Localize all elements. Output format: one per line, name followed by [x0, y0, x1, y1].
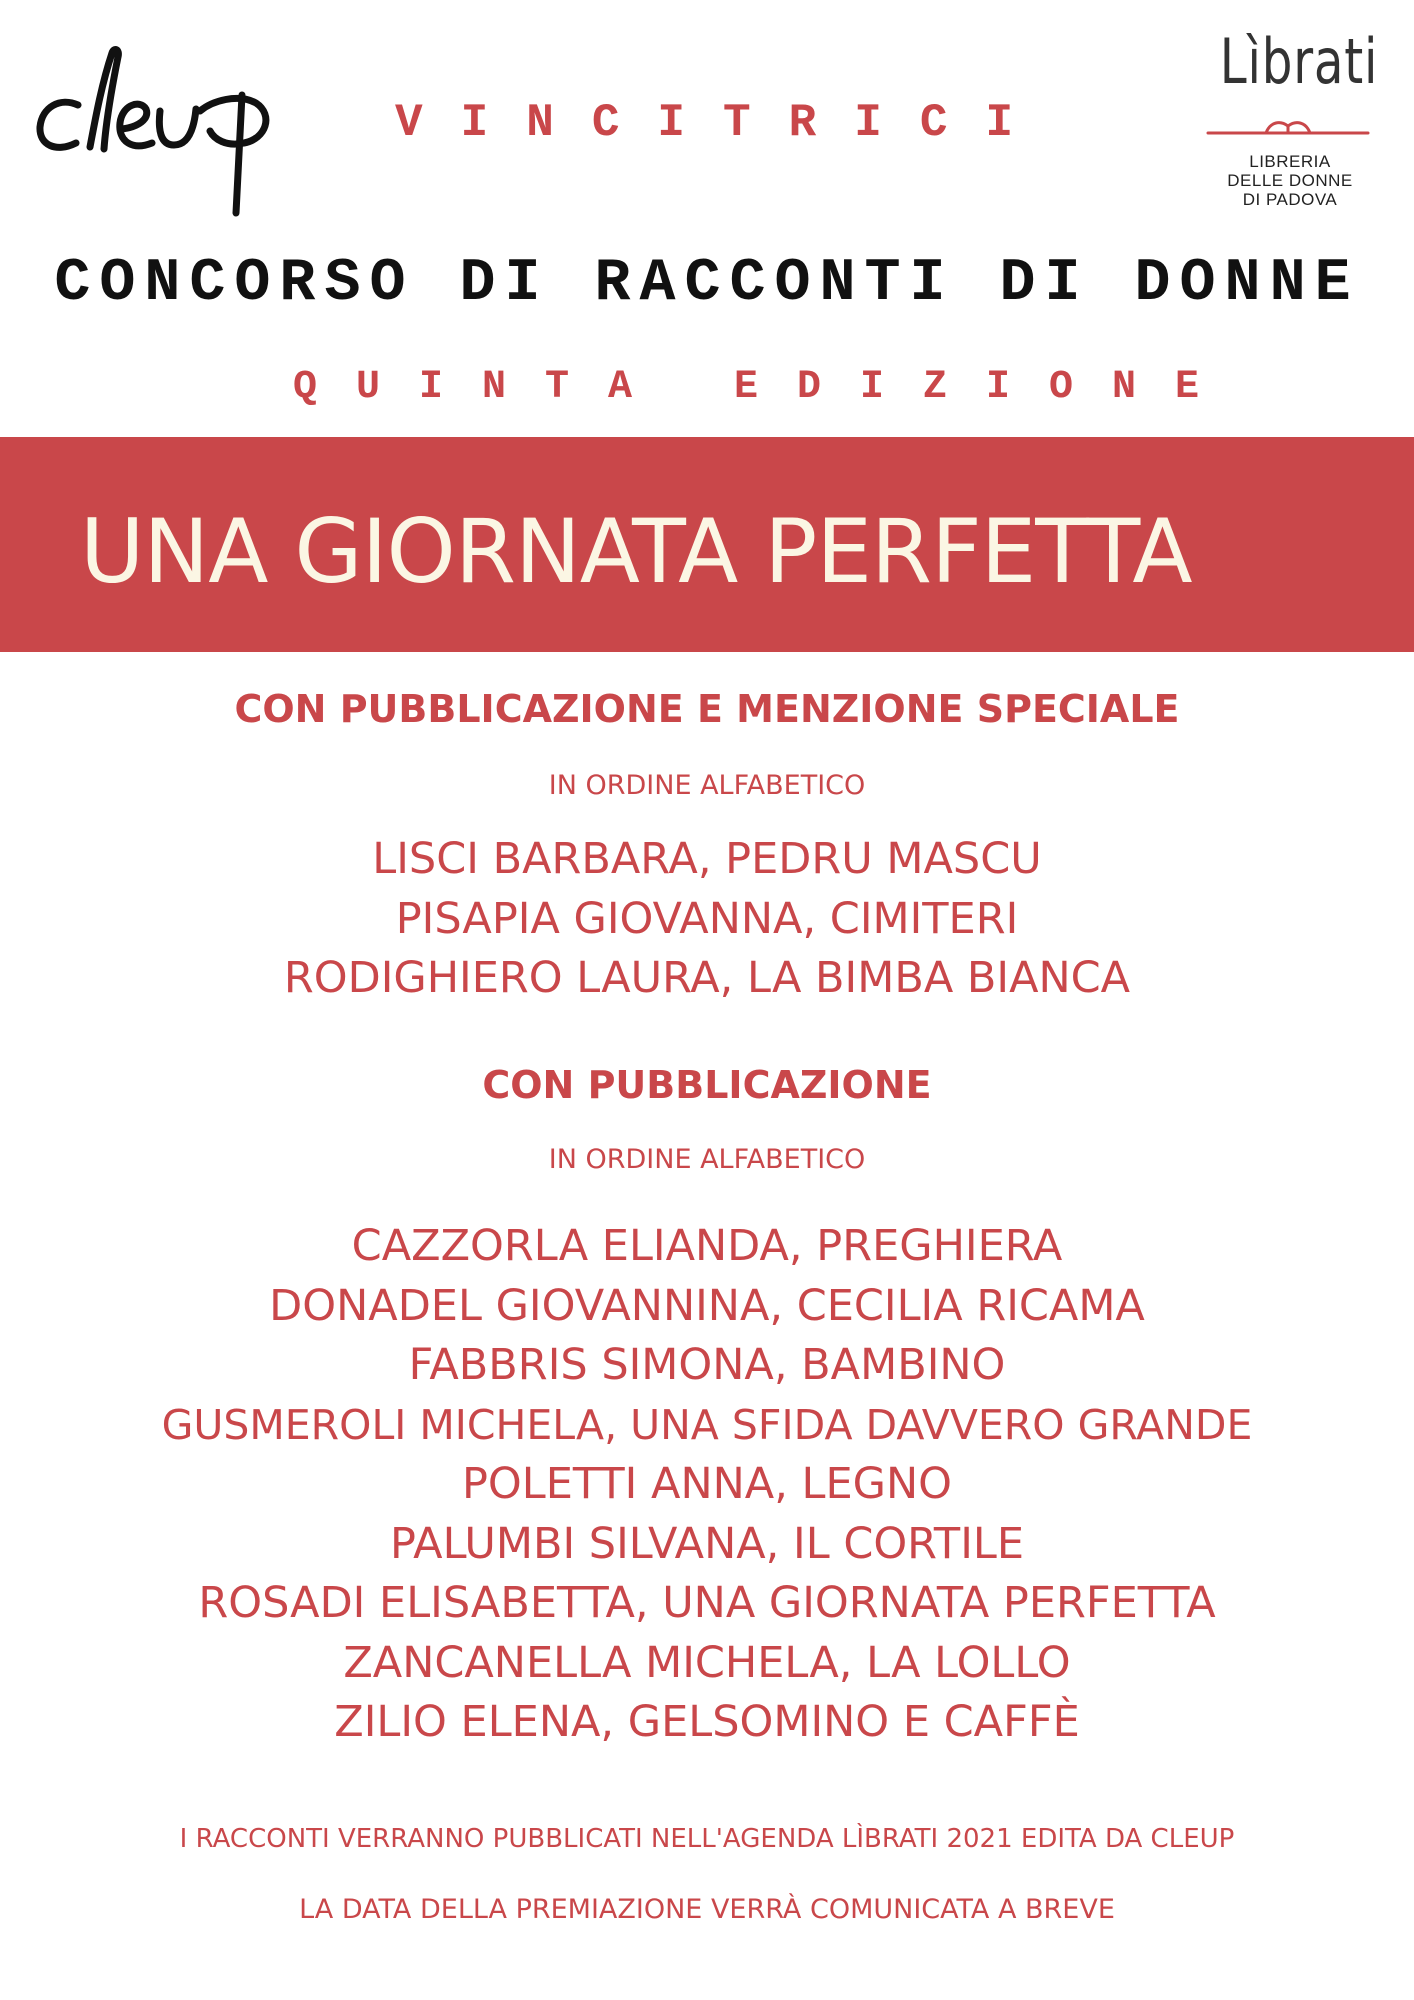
- section-heading: CON PUBBLICAZIONE: [482, 1063, 932, 1107]
- footer-publication-note: I RACCONTI VERRANNO PUBBLICATI NELL'AGENDA LÌBRATI 2021 EDITA DA CLEUP: [179, 1824, 1235, 1854]
- list-item: FABBRIS SIMONA, BAMBINO: [408, 1340, 1006, 1390]
- edition-label: QUINTA EDIZIONE: [293, 365, 1239, 410]
- librati-subtitle-line: DI PADOVA: [1242, 190, 1338, 209]
- list-item: POLETTI ANNA, LEGNO: [462, 1459, 952, 1509]
- section-heading: CON PUBBLICAZIONE E MENZIONE SPECIALE: [234, 687, 1180, 731]
- librati-wordmark: Lìbrati: [1219, 25, 1379, 98]
- cleup-logo: [30, 35, 300, 225]
- list-item: ZILIO ELENA, GELSOMINO E CAFFÈ: [334, 1697, 1080, 1747]
- winners-list: [0, 1217, 1414, 1753]
- list-item: ROSADI ELISABETTA, UNA GIORNATA PERFETTA: [198, 1578, 1216, 1628]
- list-item: LISCI BARBARA, PEDRU MASCU: [372, 834, 1042, 884]
- list-item: ZANCANELLA MICHELA, LA LOLLO: [343, 1637, 1071, 1688]
- librati-subtitle-line: DELLE DONNE: [1227, 171, 1353, 190]
- librati-subtitle: [1200, 152, 1380, 209]
- list-item: CAZZORLA ELIANDA, PREGHIERA: [351, 1221, 1063, 1271]
- list-item: DONADEL GIOVANNINA, CECILIA RICAMA: [269, 1280, 1145, 1331]
- section-subheading: IN ORDINE ALFABETICO: [548, 1144, 866, 1175]
- footer-award-date-note: LA DATA DELLA PREMIAZIONE VERRÀ COMUNICATA A BREVE: [299, 1894, 1115, 1925]
- list-item: PALUMBI SILVANA, IL CORTILE: [389, 1518, 1025, 1569]
- list-item: GUSMEROLI MICHELA, UNA SFIDA DAVVERO GRANDE: [161, 1400, 1253, 1449]
- list-item: RODIGHIERO LAURA, LA BIMBA BIANCA: [283, 953, 1131, 1003]
- list-item: PISAPIA GIOVANNA, CIMITERI: [395, 893, 1019, 944]
- librati-subtitle-line: LIBRERIA: [1249, 152, 1331, 171]
- kicker-vincitrici: VINCITRICI: [395, 97, 1052, 149]
- winners-list: [0, 830, 1414, 1009]
- banner-title: UNA GIORNATA PERFETTA: [80, 500, 1192, 603]
- page-title: CONCORSO DI RACCONTI DI DONNE: [54, 250, 1360, 318]
- section-subheading: IN ORDINE ALFABETICO: [548, 770, 866, 801]
